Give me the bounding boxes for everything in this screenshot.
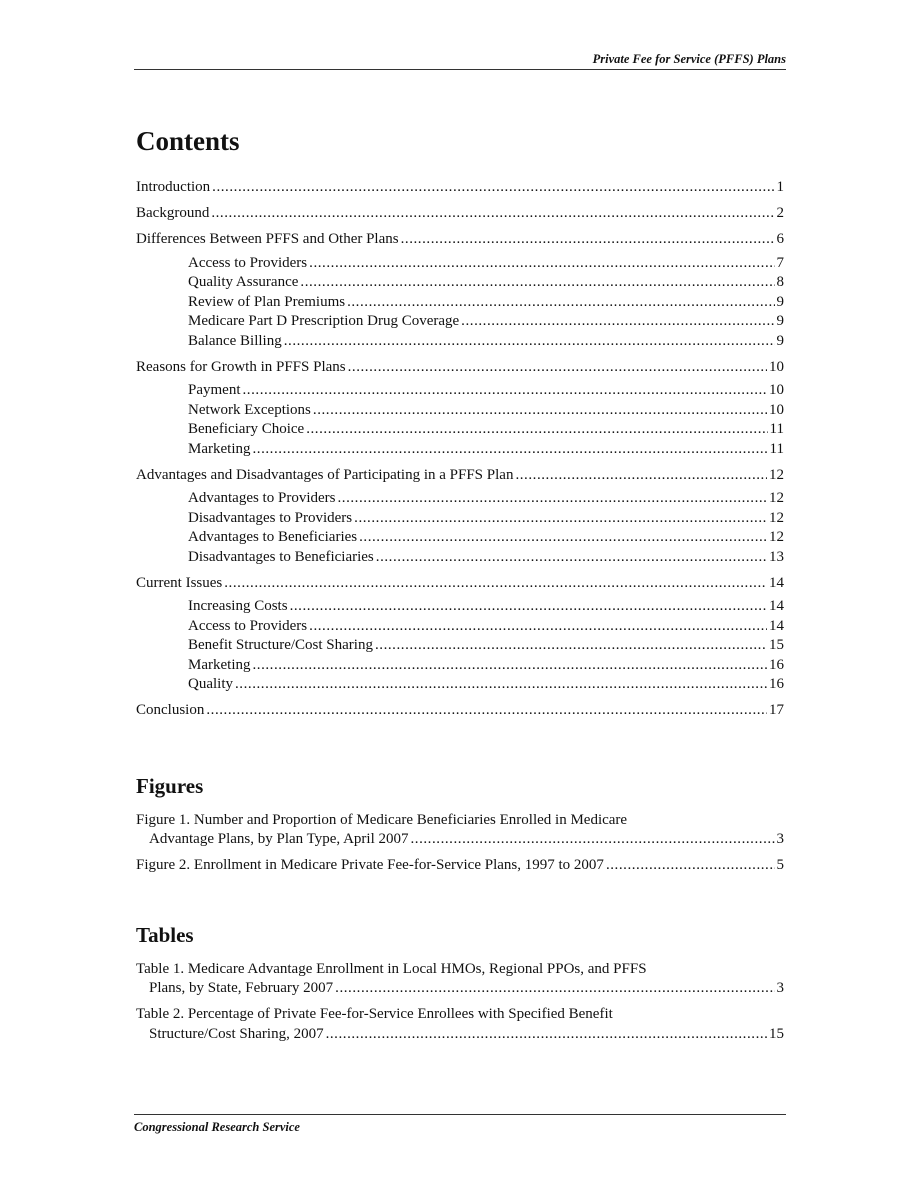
toc-subentry[interactable] bbox=[136, 509, 784, 529]
page-number: 11 bbox=[769, 440, 784, 457]
page-number: 9 bbox=[776, 332, 784, 349]
toc-entry[interactable] bbox=[136, 701, 784, 721]
toc-entry[interactable] bbox=[136, 178, 784, 198]
dot-leader bbox=[354, 509, 767, 529]
contents-list bbox=[136, 178, 784, 721]
toc-subentry[interactable] bbox=[136, 636, 784, 656]
page-number: 6 bbox=[776, 231, 784, 247]
page-number: 12 bbox=[769, 509, 784, 526]
page-number: 11 bbox=[769, 421, 784, 437]
toc-entry[interactable] bbox=[136, 230, 784, 250]
page-number: 9 bbox=[776, 313, 784, 329]
page-number: 12 bbox=[769, 490, 784, 506]
dot-leader bbox=[309, 617, 767, 637]
dot-leader bbox=[461, 312, 774, 332]
dot-leader bbox=[348, 358, 767, 378]
contents-heading: Contents bbox=[136, 126, 240, 156]
toc-subentry[interactable] bbox=[136, 656, 784, 676]
dot-leader bbox=[252, 656, 767, 676]
entry-label: Differences Between PFFS and Other Plans bbox=[136, 231, 399, 247]
dot-leader bbox=[326, 1025, 767, 1045]
toc-subentry[interactable] bbox=[136, 440, 784, 460]
toc-entry[interactable] bbox=[136, 204, 784, 224]
page-number: 3 bbox=[776, 980, 784, 996]
entry-label-line1: Table 2. Percentage of Private Fee-for-Service Enrollees with Specified Benefit bbox=[136, 1006, 613, 1022]
dot-leader bbox=[515, 466, 767, 486]
toc-subentry[interactable] bbox=[136, 293, 784, 313]
entry-label: Conclusion bbox=[136, 702, 205, 718]
dot-leader bbox=[376, 548, 767, 568]
entry-label: Advantage Plans, by Plan Type, April 2007 bbox=[149, 831, 409, 847]
figure-entry[interactable] bbox=[136, 856, 784, 876]
dot-leader bbox=[224, 574, 767, 594]
toc-subentry[interactable] bbox=[136, 597, 784, 617]
dot-leader bbox=[206, 701, 767, 721]
entry-label: Increasing Costs bbox=[188, 598, 288, 614]
toc-subentry[interactable] bbox=[136, 273, 784, 293]
entry-label: Background bbox=[136, 205, 210, 221]
page-number: 12 bbox=[769, 529, 784, 545]
toc-subentry[interactable] bbox=[136, 617, 784, 637]
page-number: 16 bbox=[769, 656, 784, 673]
toc-subentry[interactable] bbox=[136, 528, 784, 548]
page-number: 14 bbox=[769, 574, 784, 591]
table-entry[interactable] bbox=[136, 960, 784, 999]
entry-label: Disadvantages to Beneficiaries bbox=[188, 548, 374, 565]
running-header: Private Fee for Service (PFFS) Plans bbox=[134, 52, 786, 70]
entry-label: Benefit Structure/Cost Sharing bbox=[188, 637, 373, 653]
figure-entry[interactable] bbox=[136, 811, 784, 850]
page-number: 8 bbox=[776, 274, 784, 290]
page-number: 10 bbox=[769, 382, 784, 398]
entry-label: Advantages to Beneficiaries bbox=[188, 529, 358, 545]
toc-subentry[interactable] bbox=[136, 489, 784, 509]
page-number: 5 bbox=[776, 857, 784, 873]
entry-label: Figure 2. Enrollment in Medicare Private Fee-for-Service Plans, 1997 to 2007 bbox=[136, 857, 604, 873]
running-footer: Congressional Research Service bbox=[134, 1114, 786, 1135]
tables-heading: Tables bbox=[136, 922, 194, 947]
dot-leader bbox=[243, 381, 768, 401]
entry-label: Access to Providers bbox=[188, 617, 308, 634]
entry-label: Network Exceptions bbox=[188, 401, 311, 418]
dot-leader bbox=[375, 636, 767, 656]
toc-entry[interactable] bbox=[136, 466, 784, 486]
entry-line2[interactable] bbox=[136, 1025, 784, 1045]
entry-label: Disadvantages to Providers bbox=[188, 509, 353, 526]
entry-label: Payment bbox=[188, 382, 241, 398]
dot-leader bbox=[347, 293, 774, 313]
entry-label: Structure/Cost Sharing, 2007 bbox=[149, 1025, 324, 1042]
entry-label: Marketing bbox=[188, 656, 251, 673]
entry-label: Review of Plan Premiums bbox=[188, 293, 346, 310]
dot-leader bbox=[235, 675, 767, 695]
entry-label: Marketing bbox=[188, 440, 251, 457]
toc-entry[interactable] bbox=[136, 574, 784, 594]
entry-line[interactable] bbox=[136, 856, 784, 876]
entry-label: Quality Assurance bbox=[188, 274, 299, 290]
dot-leader bbox=[337, 489, 767, 509]
table-of-contents bbox=[136, 124, 784, 1044]
page-number: 14 bbox=[769, 598, 784, 614]
dot-leader bbox=[284, 332, 775, 352]
toc-subentry[interactable] bbox=[136, 381, 784, 401]
dot-leader bbox=[300, 273, 774, 293]
dot-leader bbox=[401, 230, 775, 250]
toc-entry[interactable] bbox=[136, 358, 784, 378]
dot-leader bbox=[211, 204, 774, 224]
tables-section bbox=[136, 922, 784, 1045]
toc-subentry[interactable] bbox=[136, 548, 784, 568]
figures-section bbox=[136, 773, 784, 876]
entry-label: Beneficiary Choice bbox=[188, 421, 305, 437]
entry-label: Medicare Part D Prescription Drug Coverage bbox=[188, 313, 460, 329]
page-number: 17 bbox=[769, 702, 784, 718]
toc-subentry[interactable] bbox=[136, 312, 784, 332]
dot-leader bbox=[335, 979, 774, 999]
page-number: 1 bbox=[776, 179, 784, 195]
page-number: 3 bbox=[776, 831, 784, 847]
page-number: 13 bbox=[769, 548, 784, 565]
page-number: 15 bbox=[769, 637, 784, 653]
dot-leader bbox=[252, 440, 767, 460]
entry-label: Plans, by State, February 2007 bbox=[149, 980, 334, 996]
entry-label: Access to Providers bbox=[188, 254, 308, 271]
table-entry[interactable] bbox=[136, 1005, 784, 1044]
dot-leader bbox=[306, 420, 767, 440]
toc-subentry[interactable] bbox=[136, 401, 784, 421]
entry-label: Balance Billing bbox=[188, 332, 282, 349]
entry-label: Reasons for Growth in PFFS Plans bbox=[136, 358, 346, 375]
dot-leader bbox=[212, 178, 774, 198]
dot-leader bbox=[606, 856, 775, 876]
entry-label-line1: Figure 1. Number and Proportion of Medicare Beneficiaries Enrolled in Medicare bbox=[136, 811, 628, 828]
page-number: 10 bbox=[769, 358, 784, 375]
page-number: 10 bbox=[769, 401, 784, 418]
toc-subentry[interactable] bbox=[136, 675, 784, 695]
tables-list bbox=[136, 960, 784, 1045]
page-number: 12 bbox=[769, 466, 784, 483]
dot-leader bbox=[359, 528, 767, 548]
entry-label: Introduction bbox=[136, 179, 211, 195]
dot-leader bbox=[309, 254, 774, 274]
entry-line2[interactable] bbox=[136, 979, 784, 999]
page-number: 2 bbox=[776, 205, 784, 221]
toc-subentry[interactable] bbox=[136, 420, 784, 440]
page-number: 9 bbox=[776, 293, 784, 310]
entry-label: Advantages to Providers bbox=[188, 490, 336, 506]
page-number: 7 bbox=[776, 254, 784, 271]
dot-leader bbox=[410, 830, 774, 850]
page-number: 14 bbox=[769, 617, 784, 634]
figures-heading: Figures bbox=[136, 773, 204, 798]
entry-label: Advantages and Disadvantages of Participating in a PFFS Plan bbox=[136, 466, 514, 483]
entry-line2[interactable] bbox=[136, 830, 784, 850]
entry-label: Quality bbox=[188, 676, 233, 692]
toc-subentry[interactable] bbox=[136, 332, 784, 352]
dot-leader bbox=[313, 401, 767, 421]
entry-label-line1: Table 1. Medicare Advantage Enrollment in Local HMOs, Regional PPOs, and PFFS bbox=[136, 960, 647, 977]
dot-leader bbox=[290, 597, 767, 617]
page-number: 16 bbox=[769, 676, 784, 692]
toc-subentry[interactable] bbox=[136, 254, 784, 274]
page-number: 15 bbox=[769, 1025, 784, 1042]
entry-label: Current Issues bbox=[136, 574, 223, 591]
figures-list bbox=[136, 811, 784, 876]
